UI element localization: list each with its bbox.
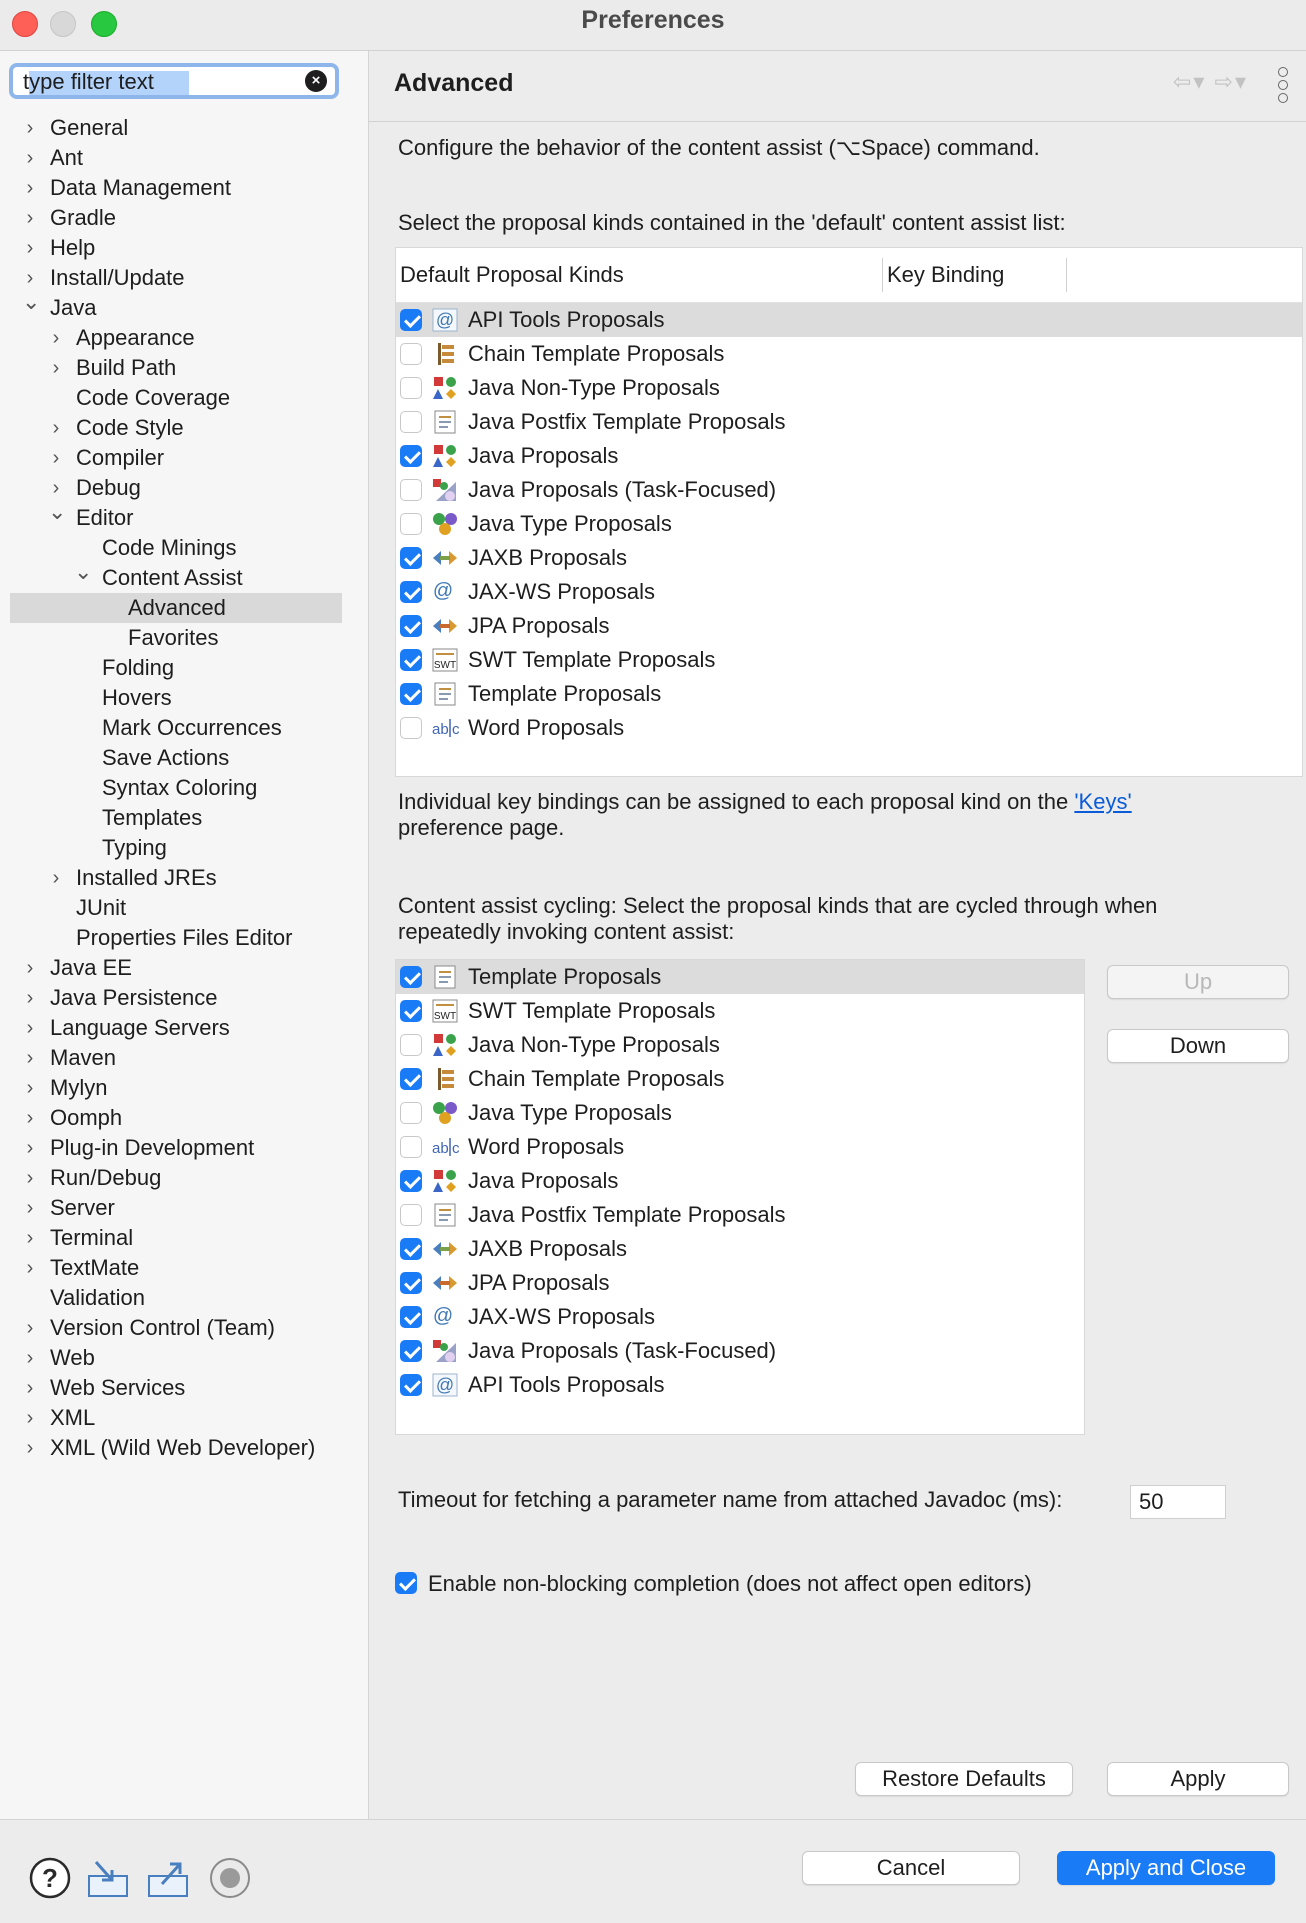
record-icon[interactable]: [208, 1856, 252, 1900]
java-shapes-icon: [432, 376, 458, 400]
proposal-row[interactable]: [396, 1266, 1084, 1300]
proposal-checkbox[interactable]: [400, 1034, 422, 1056]
tree-item-label: Appearance: [76, 325, 195, 350]
jaxws-icon: [432, 1305, 458, 1329]
template-doc-icon: [432, 682, 458, 706]
proposal-label: Java Postfix Template Proposals: [468, 409, 786, 434]
jpa-icon: [432, 614, 458, 638]
proposal-checkbox[interactable]: [400, 1136, 422, 1158]
tree-item-label: Content Assist: [102, 565, 243, 590]
template-doc-icon: [432, 410, 458, 434]
jaxb-icon: [432, 1237, 458, 1261]
proposal-row[interactable]: [396, 371, 1302, 405]
proposal-checkbox[interactable]: [400, 581, 422, 603]
tree-item-label: Oomph: [50, 1105, 123, 1130]
tree-item-label: Help: [50, 235, 96, 260]
proposal-checkbox[interactable]: [400, 1102, 422, 1124]
preference-page: [369, 51, 1306, 1819]
tree-item-label: Terminal: [50, 1225, 134, 1250]
chevron-right-icon[interactable]: ›: [26, 1317, 34, 1339]
export-icon[interactable]: [146, 1856, 190, 1900]
proposal-row[interactable]: [396, 711, 1302, 745]
chevron-right-icon[interactable]: ›: [26, 1137, 34, 1159]
proposal-checkbox[interactable]: [400, 1068, 422, 1090]
proposal-label: Chain Template Proposals: [468, 341, 725, 366]
proposal-row[interactable]: [396, 960, 1084, 994]
proposal-checkbox[interactable]: [400, 615, 422, 637]
column-header-kinds[interactable]: Default Proposal Kinds: [400, 262, 624, 287]
tree-item[interactable]: [0, 533, 368, 563]
proposal-checkbox[interactable]: [400, 411, 422, 433]
proposal-label: SWT Template Proposals: [468, 647, 716, 672]
chevron-right-icon[interactable]: ›: [26, 177, 34, 199]
proposal-row[interactable]: [396, 507, 1302, 541]
tree-item[interactable]: [0, 443, 368, 473]
proposal-row[interactable]: [396, 609, 1302, 643]
tree-item[interactable]: [0, 803, 368, 833]
nonblocking-checkbox[interactable]: [395, 1570, 425, 1600]
tree-item[interactable]: [0, 413, 368, 443]
chevron-right-icon[interactable]: ›: [26, 1167, 34, 1189]
proposal-row[interactable]: [396, 303, 1302, 337]
svg-text:SWT: SWT: [433, 660, 457, 671]
page-description: Configure the behavior of the content assist (⌥Space) command.: [398, 135, 1040, 160]
svg-text:?: ?: [42, 1863, 58, 1893]
api-tools-icon: [432, 308, 458, 332]
java-shapes-icon: [432, 1033, 458, 1057]
chevron-right-icon[interactable]: ›: [52, 327, 60, 349]
java-shapes-icon: [432, 1169, 458, 1193]
chevron-right-icon[interactable]: ›: [26, 1437, 34, 1459]
tree-item[interactable]: [0, 1403, 368, 1433]
proposal-label: API Tools Proposals: [468, 1372, 665, 1397]
proposal-label: Template Proposals: [468, 681, 662, 706]
tree-item[interactable]: [0, 983, 368, 1013]
back-arrow-icon[interactable]: ⇦▾: [1172, 69, 1207, 94]
proposal-checkbox[interactable]: [400, 717, 422, 739]
tree-item[interactable]: [0, 713, 368, 743]
tree-item-label: Ant: [50, 145, 84, 170]
tree-item[interactable]: [0, 1043, 368, 1073]
proposal-label: Java Proposals: [468, 1168, 619, 1193]
tree-item-label: Code Minings: [102, 535, 237, 560]
svg-text:@: @: [432, 1305, 454, 1327]
proposal-label: Java Proposals: [468, 443, 619, 468]
tree-item[interactable]: [10, 593, 342, 623]
tree-item[interactable]: [0, 233, 368, 263]
chevron-right-icon[interactable]: ›: [26, 1197, 34, 1219]
tree-item[interactable]: [0, 923, 368, 953]
proposal-checkbox[interactable]: [400, 1374, 422, 1396]
proposal-row[interactable]: [396, 337, 1302, 371]
preference-tree: [0, 113, 368, 1463]
chevron-right-icon[interactable]: ›: [26, 207, 34, 229]
proposal-row[interactable]: [396, 1028, 1084, 1062]
jpa-icon: [432, 1271, 458, 1295]
proposal-label: JAX-WS Proposals: [468, 1304, 656, 1329]
tree-item-label: Java EE: [50, 955, 132, 980]
cycling-rows: [396, 960, 1084, 1402]
proposal-row[interactable]: [396, 1368, 1084, 1402]
apply-button[interactable]: Apply: [1107, 1762, 1289, 1796]
tree-item-label: Code Style: [76, 415, 184, 440]
chevron-right-icon[interactable]: ›: [26, 957, 34, 979]
proposal-label: Java Non-Type Proposals: [468, 375, 720, 400]
tree-item-label: Compiler: [76, 445, 165, 470]
proposal-row[interactable]: [396, 1198, 1084, 1232]
jaxws-icon: [432, 580, 458, 604]
import-icon[interactable]: [86, 1856, 130, 1900]
tree-item[interactable]: [0, 383, 368, 413]
chevron-right-icon[interactable]: ›: [26, 1077, 34, 1099]
proposal-label: JPA Proposals: [468, 1270, 610, 1295]
proposal-checkbox[interactable]: [400, 309, 422, 331]
svg-text:@: @: [432, 580, 454, 602]
tree-item[interactable]: [0, 173, 368, 203]
proposal-row[interactable]: [396, 1164, 1084, 1198]
tree-item[interactable]: [0, 683, 368, 713]
tree-item[interactable]: [0, 323, 368, 353]
proposal-label: Chain Template Proposals: [468, 1066, 725, 1091]
up-button[interactable]: Up: [1107, 965, 1289, 999]
word-icon: [432, 716, 458, 740]
proposal-row[interactable]: [396, 405, 1302, 439]
chevron-right-icon[interactable]: ›: [26, 267, 34, 289]
chevron-right-icon[interactable]: ›: [26, 1227, 34, 1249]
restore-defaults-button[interactable]: Restore Defaults: [855, 1762, 1073, 1796]
tree-item-label: XML (Wild Web Developer): [50, 1435, 316, 1460]
tree-item[interactable]: [0, 623, 368, 653]
tree-item-label: XML: [50, 1405, 96, 1430]
tree-item[interactable]: [0, 1433, 368, 1463]
svg-text:@: @: [435, 310, 455, 330]
proposal-row[interactable]: [396, 439, 1302, 473]
tree-item-label: Installed JREs: [76, 865, 217, 890]
proposal-checkbox[interactable]: [400, 377, 422, 399]
keys-note: [398, 789, 1278, 841]
proposal-label: Word Proposals: [468, 715, 625, 740]
column-header-binding[interactable]: Key Binding: [887, 262, 1005, 287]
chevron-right-icon[interactable]: ›: [26, 1347, 34, 1369]
timeout-label: Timeout for fetching a parameter name from attached Javadoc (ms):: [398, 1487, 1063, 1512]
tree-item[interactable]: [0, 653, 368, 683]
tree-item-label: Templates: [102, 805, 203, 830]
chevron-down-icon[interactable]: ⌄: [48, 499, 67, 524]
chevron-right-icon[interactable]: ›: [52, 477, 60, 499]
swt-icon: [432, 648, 458, 672]
swt-icon: [432, 999, 458, 1023]
tree-item[interactable]: [0, 1103, 368, 1133]
cancel-button[interactable]: Cancel: [802, 1851, 1020, 1885]
proposal-label: JAXB Proposals: [468, 545, 627, 570]
preference-tree-panel: [0, 51, 369, 1819]
proposal-row[interactable]: [396, 541, 1302, 575]
chain-template-icon: [432, 342, 458, 366]
page-title: Advanced: [394, 69, 514, 97]
tree-item-label: Java: [50, 295, 97, 320]
tree-item-label: Web Services: [50, 1375, 186, 1400]
svg-text:c: c: [452, 1140, 460, 1157]
tree-item-label: Properties Files Editor: [76, 925, 293, 950]
tree-item-label: Plug-in Development: [50, 1135, 255, 1160]
tree-item[interactable]: [0, 353, 368, 383]
template-doc-icon: [432, 1203, 458, 1227]
filter-box[interactable]: [9, 63, 339, 99]
tree-item-label: Server: [50, 1195, 115, 1220]
tree-item-label: Web: [50, 1345, 95, 1370]
tree-item[interactable]: [0, 743, 368, 773]
tree-item[interactable]: [0, 1373, 368, 1403]
java-type-icon: [432, 1101, 458, 1125]
tree-item[interactable]: [0, 113, 368, 143]
chevron-right-icon[interactable]: ›: [26, 117, 34, 139]
proposal-checkbox[interactable]: [400, 683, 422, 705]
chevron-right-icon[interactable]: ›: [52, 447, 60, 469]
svg-text:SWT: SWT: [433, 1011, 457, 1022]
task-focused-icon: [432, 478, 458, 502]
proposal-row[interactable]: [396, 575, 1302, 609]
tree-item-label: Editor: [76, 505, 134, 530]
chevron-right-icon[interactable]: ›: [26, 1377, 34, 1399]
tree-item-label: Mylyn: [50, 1075, 108, 1100]
svg-text:ab: ab: [432, 1140, 449, 1157]
proposal-row[interactable]: [396, 643, 1302, 677]
tree-item[interactable]: [0, 893, 368, 923]
keys-link[interactable]: 'Keys': [1074, 789, 1132, 814]
tree-item-label: General: [50, 115, 129, 140]
cycling-proposals-table: [395, 959, 1085, 1435]
proposal-label: Java Type Proposals: [468, 511, 672, 536]
proposal-checkbox[interactable]: [400, 649, 422, 671]
chevron-right-icon[interactable]: ›: [26, 987, 34, 1009]
apply-and-close-button[interactable]: Apply and Close: [1057, 1851, 1275, 1885]
java-shapes-icon: [432, 444, 458, 468]
proposal-checkbox[interactable]: [400, 1340, 422, 1362]
tree-item[interactable]: [0, 263, 368, 293]
chain-template-icon: [432, 1067, 458, 1091]
tree-item[interactable]: [0, 203, 368, 233]
proposal-checkbox[interactable]: [400, 1204, 422, 1226]
tree-item[interactable]: [0, 1343, 368, 1373]
tree-item-label: Install/Update: [50, 265, 185, 290]
chevron-right-icon[interactable]: ›: [26, 147, 34, 169]
proposal-row[interactable]: [396, 1334, 1084, 1368]
proposal-checkbox[interactable]: [400, 445, 422, 467]
svg-text:@: @: [435, 1375, 455, 1395]
cycling-label-line2: repeatedly invoking content assist:: [398, 919, 735, 944]
proposal-row[interactable]: [396, 1232, 1084, 1266]
tree-item-label: Favorites: [128, 625, 219, 650]
tree-item[interactable]: [0, 953, 368, 983]
word-icon: [432, 1135, 458, 1159]
proposal-label: Word Proposals: [468, 1134, 625, 1159]
proposal-checkbox[interactable]: [400, 343, 422, 365]
title-bar: [0, 0, 1306, 51]
proposal-row[interactable]: [396, 1062, 1084, 1096]
window-title: Preferences: [581, 6, 725, 34]
tree-item[interactable]: [0, 773, 368, 803]
proposal-checkbox[interactable]: [400, 513, 422, 535]
chevron-right-icon[interactable]: ›: [52, 867, 60, 889]
down-button[interactable]: Down: [1107, 1029, 1289, 1063]
default-table-header: [396, 248, 1302, 303]
java-type-icon: [432, 512, 458, 536]
column-divider: [1066, 258, 1067, 292]
proposal-checkbox[interactable]: [400, 547, 422, 569]
chevron-right-icon[interactable]: ›: [26, 1047, 34, 1069]
tree-item-label: Java Persistence: [50, 985, 218, 1010]
default-proposals-table: [395, 247, 1303, 777]
keys-note-text-end: preference page.: [398, 815, 565, 840]
tree-item-label: Data Management: [50, 175, 231, 200]
proposal-label: Java Proposals (Task-Focused): [468, 477, 777, 502]
proposal-label: JAXB Proposals: [468, 1236, 627, 1261]
tree-item[interactable]: [0, 833, 368, 863]
task-focused-icon: [432, 1339, 458, 1363]
tree-item-label: Run/Debug: [50, 1165, 162, 1190]
keys-note-text: Individual key bindings can be assigned to each proposal kind on the: [398, 789, 1075, 814]
proposal-label: JPA Proposals: [468, 613, 610, 638]
tree-item-label: Hovers: [102, 685, 172, 710]
proposal-row[interactable]: [396, 1130, 1084, 1164]
proposal-label: Java Proposals (Task-Focused): [468, 1338, 777, 1363]
tree-item-label: Folding: [102, 655, 175, 680]
proposal-checkbox[interactable]: [400, 1170, 422, 1192]
forward-arrow-icon[interactable]: ⇨▾: [1214, 69, 1248, 94]
default-list-label: Select the proposal kinds contained in the 'default' content assist list:: [398, 210, 1066, 235]
chevron-down-icon[interactable]: ⌄: [74, 559, 93, 584]
chevron-right-icon[interactable]: ›: [52, 357, 60, 379]
api-tools-icon: [432, 1373, 458, 1397]
chevron-right-icon[interactable]: ›: [26, 1107, 34, 1129]
tree-item-label: Debug: [76, 475, 141, 500]
tree-item-label: Code Coverage: [76, 385, 231, 410]
proposal-row[interactable]: [396, 1096, 1084, 1130]
cycling-label: [398, 893, 1157, 945]
tree-item-label: Gradle: [50, 205, 117, 230]
chevron-down-icon[interactable]: ⌄: [22, 289, 41, 314]
timeout-input[interactable]: 50: [1130, 1485, 1226, 1519]
proposal-label: Template Proposals: [468, 964, 662, 989]
svg-text:c: c: [452, 721, 460, 738]
tree-item-label: Mark Occurrences: [102, 715, 282, 740]
tree-item-label: Syntax Coloring: [102, 775, 258, 800]
proposal-checkbox[interactable]: [400, 479, 422, 501]
svg-text:ab: ab: [432, 721, 449, 738]
tree-item[interactable]: [0, 499, 368, 533]
jaxb-icon: [432, 546, 458, 570]
tree-item[interactable]: [0, 1313, 368, 1343]
proposal-row[interactable]: [396, 473, 1302, 507]
tree-item-label: Maven: [50, 1045, 117, 1070]
view-menu-icon[interactable]: [1278, 67, 1288, 106]
tree-item-label: Typing: [102, 835, 167, 860]
proposal-checkbox[interactable]: [400, 1000, 422, 1022]
tree-item[interactable]: [0, 863, 368, 893]
proposal-label: Java Type Proposals: [468, 1100, 672, 1125]
chevron-right-icon[interactable]: ›: [26, 1017, 34, 1039]
proposal-row[interactable]: [396, 994, 1084, 1028]
proposal-label: SWT Template Proposals: [468, 998, 716, 1023]
proposal-label: API Tools Proposals: [468, 307, 665, 332]
proposal-row[interactable]: [396, 677, 1302, 711]
tree-item[interactable]: [0, 1223, 368, 1253]
tree-item-label: JUnit: [76, 895, 127, 920]
proposal-label: Java Non-Type Proposals: [468, 1032, 720, 1057]
tree-item[interactable]: [0, 289, 368, 323]
chevron-right-icon[interactable]: ›: [26, 237, 34, 259]
tree-item-label: Language Servers: [50, 1015, 230, 1040]
tree-item[interactable]: [0, 1013, 368, 1043]
default-rows: [396, 303, 1302, 745]
column-divider: [882, 258, 883, 292]
proposal-label: JAX-WS Proposals: [468, 579, 656, 604]
proposal-row[interactable]: [396, 1300, 1084, 1334]
tree-item[interactable]: [0, 1193, 368, 1223]
clear-filter-icon[interactable]: ×: [305, 70, 327, 92]
chevron-right-icon[interactable]: ›: [26, 1257, 34, 1279]
tree-item-label: Validation: [50, 1285, 145, 1310]
template-doc-icon: [432, 965, 458, 989]
tree-item[interactable]: [0, 1133, 368, 1163]
dialog-footer: [0, 1819, 1306, 1923]
tree-item[interactable]: [0, 559, 368, 593]
proposal-label: Java Postfix Template Proposals: [468, 1202, 786, 1227]
cycling-label-line1: Content assist cycling: Select the proposal kinds that are cycled through when: [398, 893, 1158, 918]
tree-item[interactable]: [0, 1253, 368, 1283]
tree-item-label: TextMate: [50, 1255, 140, 1280]
tree-item-label: Save Actions: [102, 745, 230, 770]
tree-item-label: Build Path: [76, 355, 177, 380]
tree-item[interactable]: [0, 143, 368, 173]
proposal-checkbox[interactable]: [400, 1306, 422, 1328]
chevron-right-icon[interactable]: ›: [26, 1407, 34, 1429]
chevron-right-icon[interactable]: ›: [52, 417, 60, 439]
proposal-checkbox[interactable]: [400, 966, 422, 988]
page-header: [369, 51, 1306, 122]
proposal-checkbox[interactable]: [400, 1272, 422, 1294]
proposal-checkbox[interactable]: [400, 1238, 422, 1260]
tree-item-label: Version Control (Team): [50, 1315, 275, 1340]
nonblocking-label: Enable non-blocking completion (does not affect open editors): [428, 1571, 1032, 1596]
tree-item[interactable]: [0, 1073, 368, 1103]
tree-item[interactable]: [0, 1163, 368, 1193]
filter-input[interactable]: [23, 69, 293, 95]
help-icon[interactable]: [28, 1856, 72, 1900]
tree-item[interactable]: [0, 1283, 368, 1313]
tree-item-label: Advanced: [128, 595, 226, 620]
